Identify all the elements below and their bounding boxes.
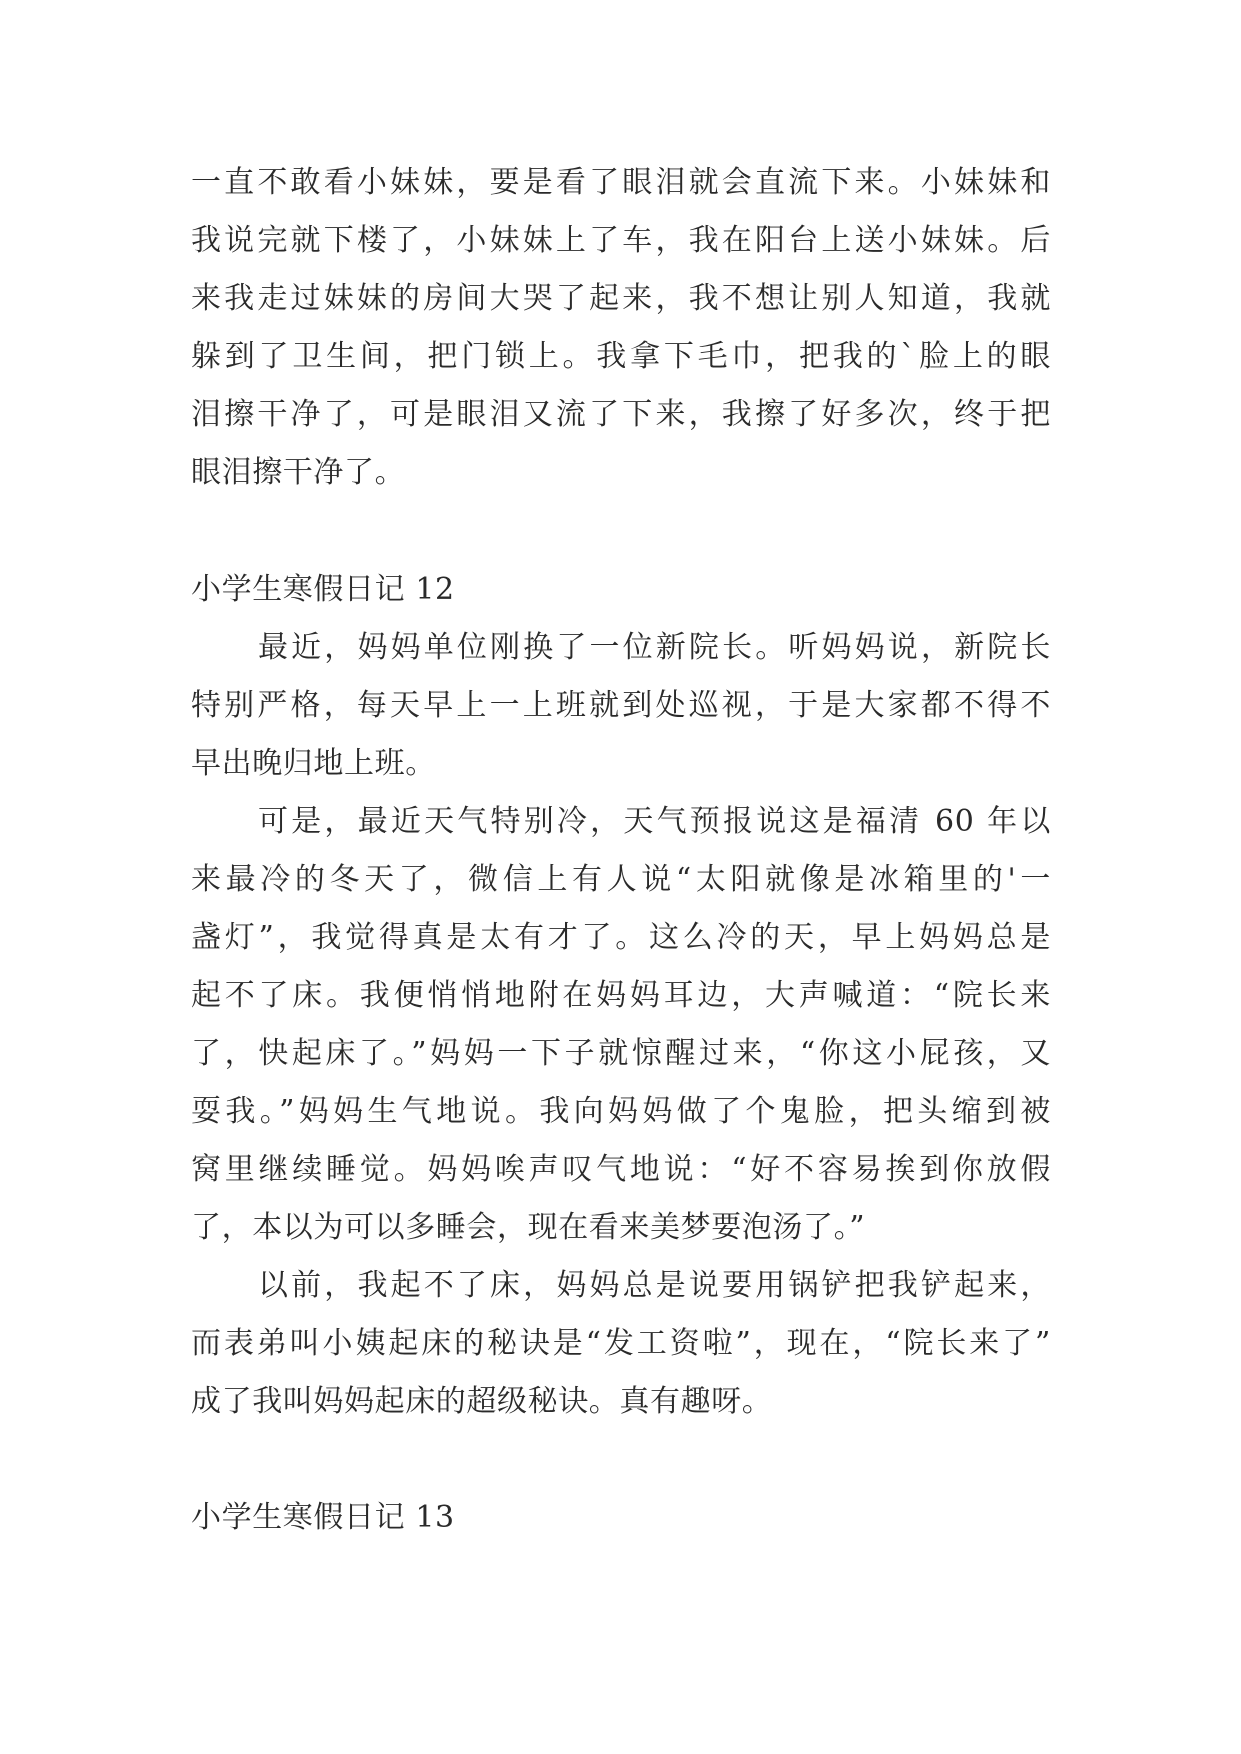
paragraph-line: 泪擦干净了，可是眼泪又流了下来，我擦了好多次，终于把 (191, 397, 1051, 432)
paragraph-line: 窝里继续睡觉。妈妈唉声叹气地说：“好不容易挨到你放假 (191, 1152, 1051, 1187)
paragraph-line: 早出晚归地上班。 (191, 746, 436, 781)
paragraph-line: 躲到了卫生间，把门锁上。我拿下毛巾，把我的`脸上的眼 (191, 339, 1051, 374)
paragraph-line: 最近，妈妈单位刚换了一位新院长。听妈妈说，新院长 (258, 630, 1051, 665)
paragraph-line: 可是，最近天气特别冷，天气预报说这是福清 60 年以 (258, 804, 1051, 839)
paragraph-line: 来我走过妹妹的房间大哭了起来，我不想让别人知道，我就 (191, 281, 1051, 316)
diary-title: 小学生寒假日记 13 (191, 1500, 455, 1535)
paragraph-line: 来最冷的冬天了，微信上有人说“太阳就像是冰箱里的'一 (191, 862, 1051, 897)
paragraph-line: 成了我叫妈妈起床的超级秘诀。真有趣呀。 (191, 1384, 773, 1419)
paragraph-line: 而表弟叫小姨起床的秘诀是“发工资啦”，现在，“院长来了” (191, 1326, 1051, 1361)
paragraph-line: 特别严格，每天早上一上班就到处巡视，于是大家都不得不 (191, 688, 1051, 723)
diary-title: 小学生寒假日记 12 (191, 572, 455, 607)
paragraph-line: 了，本以为可以多睡会，现在看来美梦要泡汤了。” (191, 1210, 866, 1245)
paragraph-line: 以前，我起不了床，妈妈总是说要用锅铲把我铲起来， (258, 1268, 1051, 1303)
paragraph-line: 我说完就下楼了，小妹妹上了车，我在阳台上送小妹妹。后 (191, 223, 1051, 258)
paragraph-line: 了，快起床了。”妈妈一下子就惊醒过来，“你这小屁孩，又 (191, 1036, 1051, 1071)
paragraph-line: 盏灯”，我觉得真是太有才了。这么冷的天，早上妈妈总是 (191, 920, 1051, 955)
paragraph-line: 一直不敢看小妹妹，要是看了眼泪就会直流下来。小妹妹和 (191, 165, 1051, 200)
paragraph-line: 眼泪擦干净了。 (191, 455, 406, 490)
paragraph-line: 耍我。”妈妈生气地说。我向妈妈做了个鬼脸，把头缩到被 (191, 1094, 1051, 1129)
paragraph-line: 起不了床。我便悄悄地附在妈妈耳边，大声喊道：“院长来 (191, 978, 1051, 1013)
